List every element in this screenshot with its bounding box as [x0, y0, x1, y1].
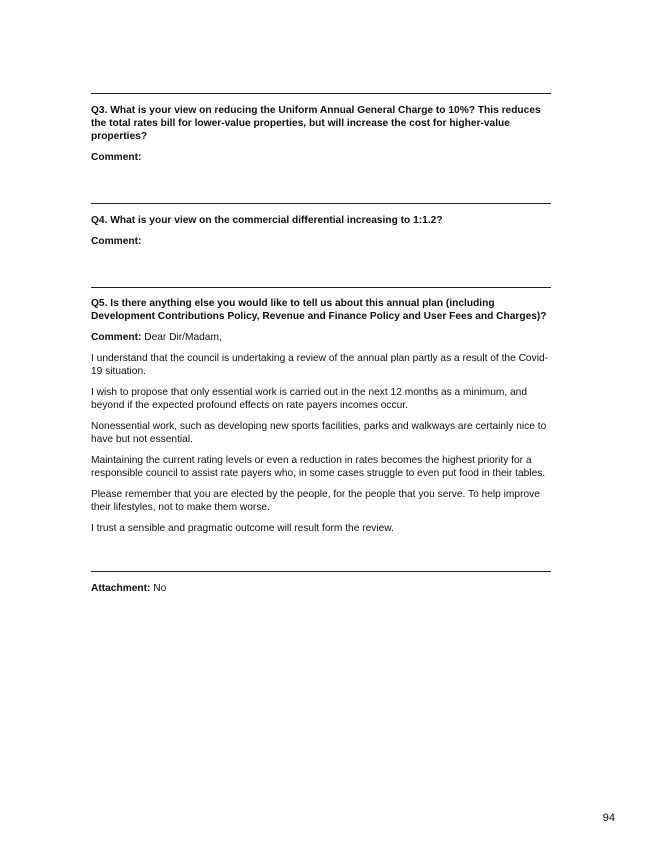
comment-label: Comment:	[91, 332, 142, 343]
divider	[91, 287, 551, 288]
comment-label: Comment:	[91, 152, 142, 163]
question-text: Q4. What is your view on the commercial differential increasing to 1:1.2?	[91, 215, 443, 226]
comment-paragraph: Please remember that you are elected by the people, for the people that you serve. To help improve their lifestyles, not to make them worse.	[91, 489, 540, 513]
divider	[91, 203, 551, 204]
comment-paragraph: I trust a sensible and pragmatic outcome will result form the review.	[91, 523, 394, 534]
comment-paragraph: Maintaining the current rating levels or even a reduction in rates becomes the highest priority for a responsible council to assist rate payers who, in some cases struggle to even put food in their tables.	[91, 455, 546, 479]
page-number: 94	[602, 812, 615, 824]
question-text: Q3. What is your view on reducing the Uniform Annual General Charge to 10%? This reduces the total rates bill for lower-value properties, but will increase the cost for higher-value properties?	[91, 105, 541, 142]
attachment-line	[91, 582, 553, 595]
divider	[91, 571, 551, 572]
comment-paragraph: Nonessential work, such as developing new sports facilities, parks and walkways are certainly nice to have but not essential.	[91, 421, 547, 445]
divider	[91, 93, 551, 94]
comment-paragraph: I wish to propose that only essential work is carried out in the next 12 months as a minimum, and beyond if the expected profound effects on rate payers incomes occur.	[91, 387, 528, 411]
attachment-label: Attachment:	[91, 583, 151, 594]
question-3	[91, 104, 553, 172]
comment-line	[91, 331, 553, 344]
comment-line	[91, 235, 553, 248]
attachment-value: No	[153, 583, 167, 594]
question-5	[91, 297, 553, 543]
question-text: Q5. Is there anything else you would like to tell us about this annual plan (including Development Contributions Policy, Revenue and Finance Policy and User Fees and Charges)?	[91, 298, 547, 322]
comment-paragraph: I understand that the council is undertaking a review of the annual plan partly as a result of the Covid-19 situation.	[91, 353, 549, 377]
comment-text: Dear Dir/Madam,	[144, 332, 222, 343]
comment-line	[91, 151, 553, 164]
question-4	[91, 214, 553, 256]
comment-label: Comment:	[91, 236, 142, 247]
